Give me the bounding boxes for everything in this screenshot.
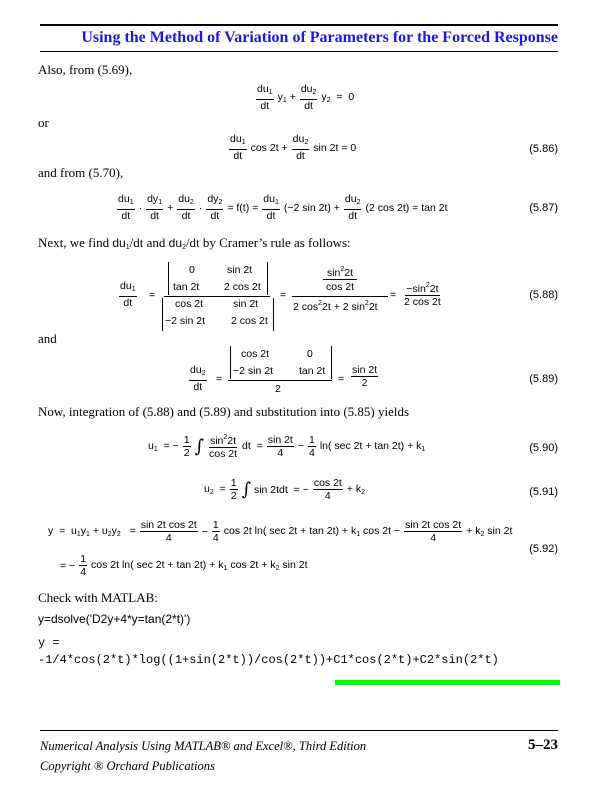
- determinant-denominator: cos 2t sin 2t −2 sin 2t 2 cos 2t: [162, 298, 274, 331]
- footer-rule: [40, 730, 558, 731]
- equation-5-86: $\frac{du_1}{dt}$ cos 2t + $\frac{du_2}{dt}$ sin 2t = 0: [230, 133, 357, 162]
- equation-unnumbered: $\frac{du_1}{dt}$ $y_1$ + $\frac{du_2}{dt}$ $y_2 = 0$: [257, 83, 355, 112]
- determinant-u2: cos 2t 0 −2 sin 2t tan 2t: [230, 346, 332, 379]
- page-header-title: Using the Method of Variation of Parameters for the Forced Response: [81, 29, 558, 46]
- equation-number: (5.90): [529, 442, 558, 454]
- equation-5-88: $\frac{du_1}{dt}$: [120, 280, 136, 309]
- equation-number: (5.87): [529, 202, 558, 214]
- paragraph-or: or: [38, 115, 49, 130]
- equation-number: (5.86): [529, 143, 558, 155]
- paragraph-also: Also, from (5.69),: [38, 62, 133, 77]
- equation-number: (5.89): [529, 373, 558, 385]
- equation-number: (5.91): [529, 486, 558, 498]
- header-rule: [40, 24, 558, 26]
- paragraph-and-from: and from (5.70),: [38, 165, 124, 180]
- equation-5-90: $u_1$ = − $\frac{1}{2}$ ∫ $\frac{\sin^22t}{\cos 2t}$ dt = $\frac{\sin 2t}{4}$ − $\frac{1}{4}$ ln( $\sec 2t + \tan 2t) + k_1$: [148, 433, 426, 460]
- matlab-output: -1/4*cos(2*t)*log((1+sin(2*t))/cos(2*t))+C1*cos(2*t)+C2*sin(2*t): [38, 653, 499, 667]
- paragraph-check: Check with MATLAB:: [38, 590, 158, 605]
- equation-5-92-line1: $y = u_1y_1 + u_2y_2$ = $\frac{\text{sin 2t cos 2t}}{4}$ − $\frac{1}{4}$ cos 2t ln( $\sec 2t + \tan 2t) + k_1$ cos 2t − $\frac{\text{sin 2t cos 2t}}{4}$ + $k_2$ sin 2t: [48, 519, 513, 544]
- equation-number: (5.92): [529, 543, 558, 555]
- equation-5-89: $\frac{du_2}{dt}$: [190, 364, 206, 393]
- highlight-bar: [335, 680, 560, 685]
- footer-copyright: Copyright ® Orchard Publications: [40, 759, 215, 773]
- paragraph-now: Now, integration of (5.88) and (5.89) and substitution into (5.85) yields: [38, 404, 410, 419]
- footer-book-title: Numerical Analysis Using MATLAB® and Excel®, Third Edition: [40, 739, 367, 753]
- determinant-numerator: 0 sin 2t tan 2t 2 cos 2t: [168, 262, 268, 295]
- header-rule-thin: [40, 51, 558, 52]
- equation-5-91: $u_2$ = $\frac{1}{2}$ ∫ sin 2tdt = − $\frac{\cos 2t}{4}$ + $k_2$: [204, 477, 366, 502]
- equation-number: (5.88): [529, 289, 558, 301]
- page-number: 5–23: [528, 737, 558, 753]
- equation-5-87: $\frac{du_1}{dt}$ · $\frac{dy_1}{dt}$ + $\frac{du_2}{dt}$ · $\frac{dy_2}{dt}$ = f(t) = $\frac{du_1}{dt}$ (−2 sin 2t) + $\frac{du_2}{dt}$ (2 cos 2t) = tan 2t: [118, 193, 448, 222]
- matlab-output-label: y =: [38, 636, 60, 650]
- paragraph-next: Next, we find $du_1/dt$ and $du_2/dt$ by Cramer’s rule as follows:: [38, 235, 351, 251]
- equation-5-92-line2: = − $\frac{1}{4}$ cos 2t ln( $\sec 2t + \tan 2t) + k_1$ $\cos 2t + k_2$ sin 2t: [60, 553, 308, 578]
- matlab-command: y=dsolve('D2y+4*y=tan(2*t)'): [38, 612, 191, 626]
- paragraph-and: and: [38, 331, 57, 346]
